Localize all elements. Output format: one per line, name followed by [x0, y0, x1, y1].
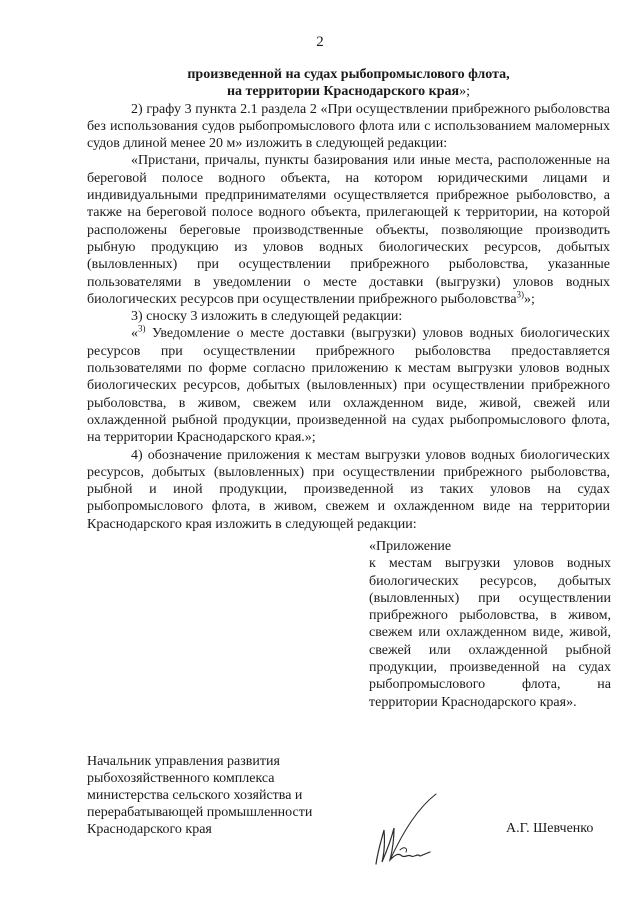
paragraph-item-2-quote: [87, 152, 610, 308]
handwritten-signature-icon: [370, 790, 440, 870]
heading-line-2-text: на территории Краснодарского края: [226, 84, 460, 100]
document-body: [87, 66, 610, 533]
quote-end: »;: [524, 291, 535, 307]
position-line: перерабатывающей промышленности: [87, 805, 313, 820]
heading-line-1: [87, 66, 610, 83]
paragraph-item-3-quote: [87, 325, 610, 446]
position-line: рыбохозяйственного комплекса: [87, 771, 275, 786]
heading-line-1-text: произведенной на судах рыбопромыслового флота,: [187, 67, 510, 82]
position-line: Начальник управления развития: [87, 754, 280, 769]
appendix-block: [369, 538, 611, 711]
paragraph-item-3: 3) сноску 3 изложить в следующей редакции:: [131, 309, 403, 325]
footnote-ref: 3): [516, 289, 525, 300]
footnote-text: Уведомление о месте доставки (выгрузки) уловов водных биологических ресурсов при осуществлении прибрежного рыболовства предоставляется пользователями по форме согласно приложению к местам выгрузки уловов водных биологических ресурсов, добытых (выловленных) при осуществлении прибрежного рыболовства, в живом, свежем или охлажденном виде, живой, свежей или охлажденной рыбной продукции, произведенной на судах рыбопромыслового флота, на территории Краснодарского края.»;: [87, 326, 610, 446]
appendix-text: к местам выгрузки уловов водных биологических ресурсов, добытых (выловленных) при осуществлении прибрежного рыболовства, в живом, свежем или охлажденном виде, живой, свежей или охлажденной рыбной продукции, произведенной на судах рыбопромыслового флота, на территории Краснодарского края».: [369, 556, 611, 710]
signer-name: А.Г. Шевченко: [506, 821, 594, 836]
position-line: министерства сельского хозяйства и: [87, 788, 303, 803]
footnote-mark: 3): [138, 323, 146, 334]
quote-text: «Пристани, причалы, пункты базирования или иные места, расположенные на береговой полосе водного объекта, на котором юридическими лицами и индивидуальными предпринимателями осуществляется прибрежное рыболовство, а также на береговой полосе водного объекта, прилегающей к территории, на которой расположены береговые производственные объекты, позволяющие производить рыбную продукцию из уловов водных биологических ресурсов, добытых (выловленных) при осуществлении прибрежного рыболовства, указанные пользователями в уведомлении о месте доставки (выгрузки) уловов водных биологических ресурсов при осуществлении прибрежного рыболовства: [87, 153, 610, 307]
paragraph-item-2: 2) графу 3 пункта 2.1 раздела 2 «При осуществлении прибрежного рыболовства без использования судов рыбопромыслового флота или с использованием маломерных судов длиной менее 20 м» изложить в следующей редакции:: [87, 101, 610, 152]
appendix-title: «Приложение: [369, 539, 452, 554]
quote-open: «: [131, 326, 138, 342]
page-number: 2: [316, 34, 324, 50]
position-line: Краснодарского края: [87, 822, 212, 837]
heading-line-2: [87, 83, 610, 100]
heading-line-2-suffix: »;: [459, 84, 470, 100]
paragraph-item-4: 4) обозначение приложения к местам выгрузки уловов водных биологических ресурсов, добытых (выловленных) при осуществлении прибрежного рыболовства, рыбной и иной продукции, произведенной из таких уловов на судах рыбопромыслового флота, в живом, свежем и охлажденном виде на территории Краснодарского края изложить в следующей редакции:: [87, 447, 610, 532]
signatory-position: [87, 753, 377, 838]
